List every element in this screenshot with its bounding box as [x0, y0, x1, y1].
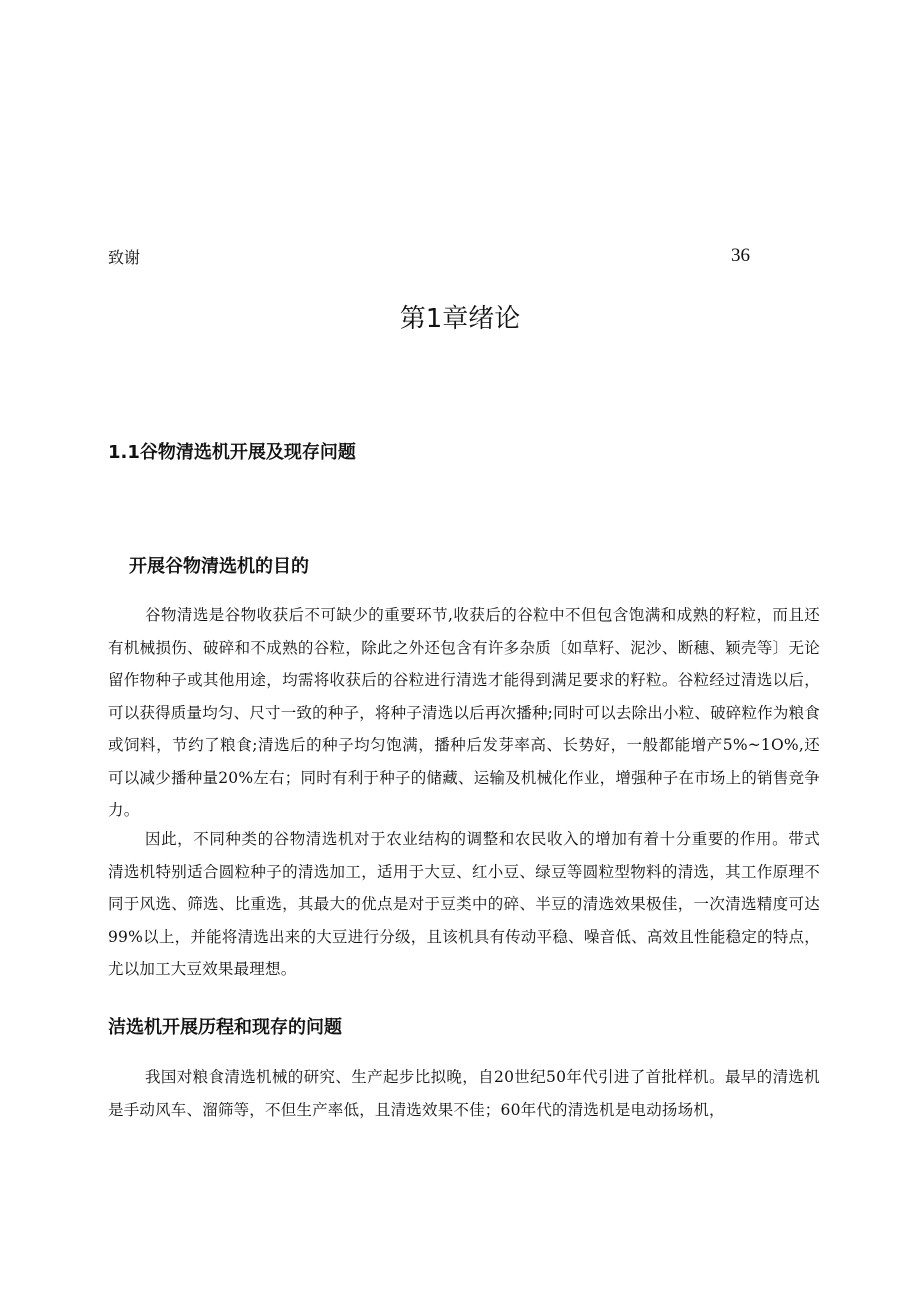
toc-entry	[108, 245, 750, 269]
body-paragraph: 我国对粮食清选机械的研究、生产起步比拟晚，自20世纪50年代引进了首批样机。最早的清选机是手动风车、溜筛等，不但生产率低，且清选效果不佳；60年代的清选机是电动扬场机，	[108, 1068, 820, 1119]
toc-entry-label: 致谢	[108, 248, 141, 267]
subsection-heading-purpose: 开展谷物清选机的目的	[129, 556, 309, 577]
body-paragraph: 因此，不同种类的谷物清选机对于农业结构的调整和农民收入的增加有着十分重要的作用。带式清选机特别适合圆粒种子的清选加工，适用于大豆、红小豆、绿豆等圆粒型物料的清选，其工作原理不同于风选、筛选、比重选，其最大的优点是对于豆类中的碎、半豆的清选效果极佳，一次清选精度可达99%以上，并能将清选出来的大豆进行分级，且该机具有传动平稳、噪音低、高效且性能稳定的特点，尤以加工大豆效果最理想。	[108, 830, 820, 978]
body-paragraph: 谷物清选是谷物收获后不可缺少的重要环节,收获后的谷粒中不但包含饱满和成熟的籽粒，而且还有机械损伤、破碎和不成熟的谷粒，除此之外还包含有许多杂质〔如草籽、泥沙、断穗、颖壳等〕无论留作物种子或其他用途，均需将收获后的谷粒进行清选才能得到满足要求的籽粒。谷粒经过清选以后，可以获得质量均匀、尺寸一致的种子，将种子清选以后再次播种;同时可以去除出小粒、破碎粒作为粮食或饲料，节约了粮食;清选后的种子均匀饱满，播种后发芽率高、长势好，一般都能增产5%~1O%,还可以减少播种量20%左右；同时有利于种子的储藏、运输及机械化作业，增强种子在市场上的销售竞争力。	[108, 606, 820, 819]
section-heading: 1.1谷物清选机开展及现存问题	[108, 442, 356, 463]
subsection-heading-history: 洁选机开展历程和现存的问题	[108, 1017, 342, 1038]
toc-entry-page-number: 36	[731, 245, 750, 266]
chapter-title: 第1章绪论	[399, 304, 521, 334]
